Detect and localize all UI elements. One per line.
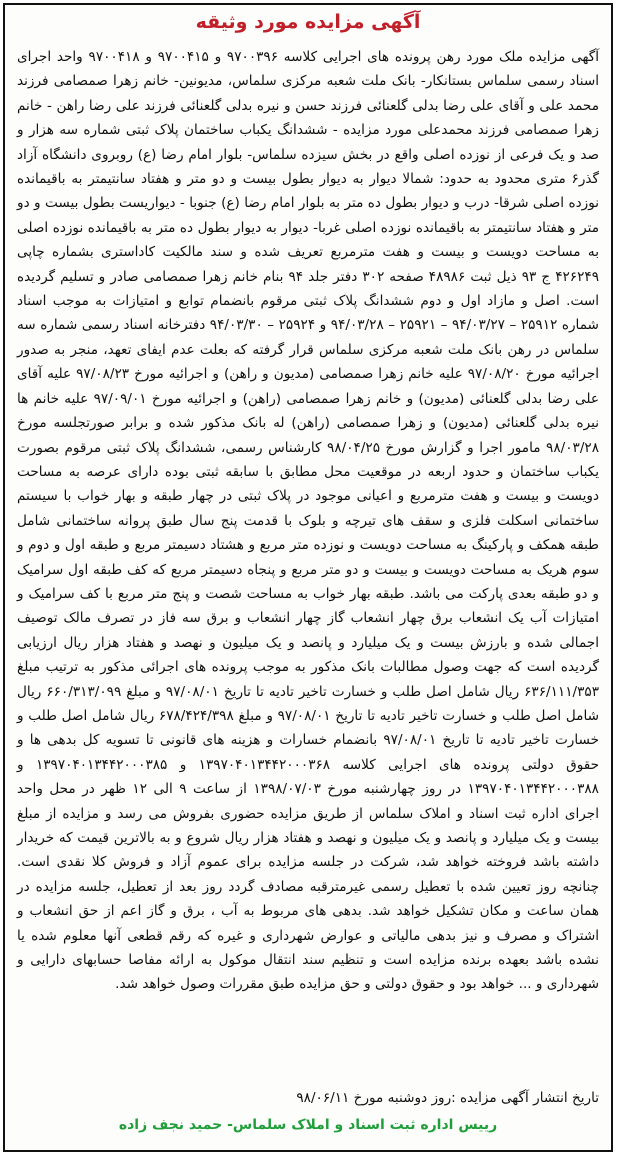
- notice-title: آگهی مزایده مورد وثیقه: [195, 11, 421, 33]
- signature-line: رییس اداره ثبت اسناد و املاک سلماس- حمید نجف زاده: [118, 1117, 498, 1133]
- notice-body: آگهی مزایده ملک مورد رهن پرونده های اجرایی کلاسه ۹۷۰۰۳۹۶ و ۹۷۰۰۴۱۵ و ۹۷۰۰۴۱۸ واحد اجرای اسناد رسمی سلماس بستانکار- بانک ملت شعبه مرکزی سلماس، مدیونین- خانم زهرا صمصامی فرزند محمد علی و آقای علی رضا بدلی گلعنائی فرزند حسن و نیره بدلی گلعنائی فرزند علی رضا راهن - خانم زهرا صمصامی فرزند محمدعلی مورد مزایده - ششدانگ یکباب ساختمان پلاک ثبتی شماره سه هزار و صد و یک فرعی از نوزده اصلی واقع در بخش سیزده سلماس- بلوار امام رضا (ع) روبروی دانشگاه آزاد گذر۶ متری محدود به حدود: شمالا دیوار به دیوار بطول بیست و دو متر و هفتاد سانتیمتر به باقیمانده نوزده اصلی شرقا- درب و دیوار بطول ده متر به بلوار امام رضا (ع) جنوبا - دیواریست بطول بیست و دو متر و هفتاد سانتیمتر به باقیمانده نوزده اصلی غربا- دیوار به دیوار بطول ده متر به باقیمانده نوزده اصلی به مساحت دویست و بیست و هفت مترمربع تعریف شده و سند مالکیت کاداستری بشماره چاپی ۴۲۶۲۴۹ ج ۹۳ ذیل ثبت ۴۸۹۸۶ صفحه ۳۰۲ دفتر جلد ۹۴ بنام خانم زهرا صمصامی صادر و تسلیم گردیده است. اصل و مازاد اول و دوم ششدانگ پلاک ثبتی مرقوم بانضمام توابع و امتیازات به موجب اسناد شماره ۲۵۹۱۲ – ۹۴/۰۳/۲۷ – ۲۵۹۲۱ – ۹۴/۰۳/۲۸ و ۲۵۹۲۴ – ۹۴/۰۳/۳۰ دفترخانه اسناد رسمی شماره سه سلماس در رهن بانک ملت شعبه مرکزی سلماس قرار گرفته که بعلت عدم ایفای تعهد، منجر به صدور اجرائیه مورخ ۹۷/۰۸/۲۰ علیه خانم زهرا صمصامی (مدیون و راهن) و اجرائیه مورخ ۹۷/۰۸/۲۳ علیه آقای علی رضا بدلی گلعنائی (مدیون) و خانم زهرا صمصامی (راهن) و اجرائیه مورخ ۹۷/۰۹/۰۱ علیه خانم ها نیره بدلی گلعنائی (مدیون) و زهرا صمصامی (راهن) له بانک مذکور شده و برابر صورتجلسه مورخ ۹۸/۰۳/۲۸ مامور اجرا و گزارش مورخ ۹۸/۰۴/۲۵ کارشناس رسمی، ششدانگ پلاک ثبتی مرقوم بصورت یکباب ساختمان و حدود اربعه در موقعیت محل مطابق با سابقه ثبتی بوده دارای عرصه به مساحت دویست و بیست و هفت مترمربع و اعیانی موجود در پلاک ثبتی در چهار طبقه و بهار خواب با سیستم ساختمانی اسکلت فلزی و سقف های تیرچه و بلوک با قدمت پنج سال طبق پروانه ساختمانی شامل طبقه همکف و پارکینگ به مساحت دویست و نوزده متر مربع و هشتاد دسیمتر مربع و طبقه اول و دوم و سوم هریک به مساحت دویست و بیست و دو متر مربع و پنجاه دسیمتر مربع که کف طبقه اول سرامیک و دو طبقه بعدی پارکت می باشد. طبقه بهار خواب به مساحت شصت و پنج متر مربع با کف سرامیک و امتیازات آب یک انشعاب برق چهار انشعاب گاز چهار انشعاب و برق سه فاز در تصرف مالک توصیف اجمالی شده و بارزش بیست و یک میلیارد و پانصد و یک میلیون و نهصد و هفتاد هزار ریال ارزیابی گردیده است که جهت وصول مطالبات بانک مذکور به موجب پرونده های اجرائی مذکور به ترتیب مبلغ ۶۳۶/۱۱۱/۳۵۳ ریال شامل اصل طلب و خسارت تاخیر تادیه تا تاریخ ۹۷/۰۸/۰۱ و مبلغ ۶۶۰/۳۱۳/۰۹۹ ریال شامل اصل طلب و خسارت تاخیر تادیه تا تاریخ ۹۷/۰۸/۰۱ و مبلغ ۶۷۸/۴۲۴/۳۹۸ ریال شامل اصل طلب و خسارت تاخیر تادیه تا تاریخ ۹۷/۰۸/۰۱ بانضمام خسارات و هزینه های قانونی تا تسویه کل بدهی ها و حقوق دولتی پرونده های اجرایی کلاسه ۱۳۹۷۰۴۰۱۳۴۴۲۰۰۰۳۶۸ و ۱۳۹۷۰۴۰۱۳۴۴۲۰۰۰۳۸۵ و ۱۳۹۷۰۴۰۱۳۴۴۲۰۰۰۳۸۸ در روز چهارشنبه مورخ ۱۳۹۸/۰۷/۰۳ از ساعت ۹ الی ۱۲ ظهر در محل واحد اجرای اداره ثبت اسناد و املاک سلماس از طریق مزایده حضوری بفروش می رسد و مزایده از مبلغ بیست و یک میلیارد و پانصد و یک میلیون و نهصد و هفتاد هزار ریال شروع و به بالاترین قیمت که خریدار داشته باشد فروخته خواهد شد، شرکت در جلسه مزایده برای عموم آزاد و فروش کلا نقدی است. چنانچه روز تعیین شده با تعطیل رسمی غیرمترقبه مصادف گردد روز بعد از تعطیل، جلسه مزایده در همان ساعت و مکان تشکیل خواهد شد. بدهی های مربوط به آب ، برق و گاز اعم از حق انشعاب و اشتراک و مصرف و نیز بدهی مالیاتی و عوارض شهرداری و غیره که رقم قطعی آنها معلوم شده یا نشده باشد بعهده برنده مزایده است و تنظیم سند انتقال موکول به ارائه مفاصا حسابهای دارایی و شهرداری و ... خواهد بود و حقوق دولتی و حق مزایده طبق مقررات وصول خواهد شد.: [17, 49, 600, 993]
- publish-date: تاریخ انتشار آگهی مزایده :روز دوشنبه مورخ ۹۸/۰۶/۱۱: [296, 1090, 599, 1106]
- auction-notice: [3, 3, 613, 1152]
